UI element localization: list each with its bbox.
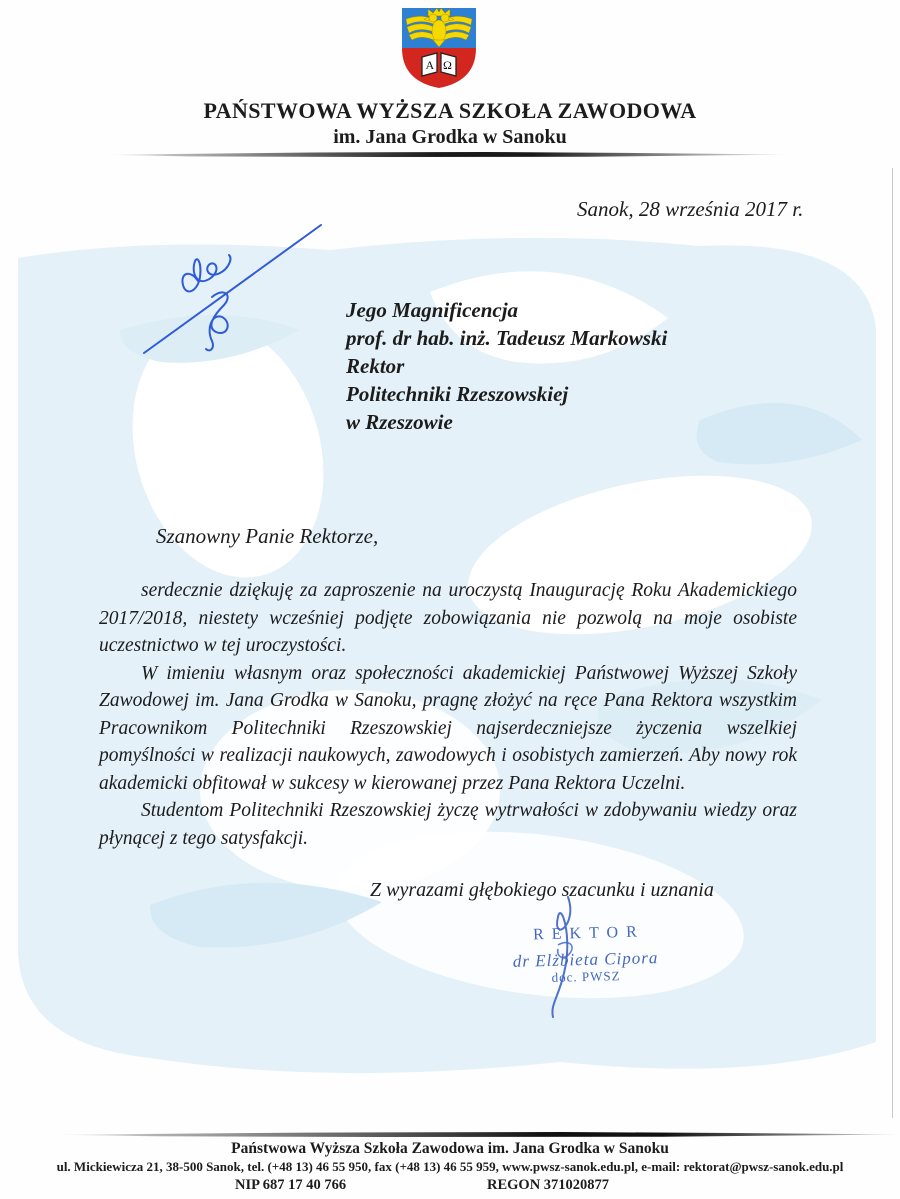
addressee-line: prof. dr hab. inż. Tadeusz Markowski: [346, 326, 668, 350]
addressee-line: Politechniki Rzeszowskiej: [346, 382, 569, 406]
addressee-block: [346, 296, 667, 436]
body-paragraph: Studentom Politechniki Rzeszowskiej życzę wytrwałości w zdobywaniu wiedzy oraz płynącej z tego satysfakcji.: [99, 800, 797, 849]
footer-address-line: ul. Mickiewicza 21, 38-500 Sanok, tel. (+48 13) 46 55 950, fax (+48 13) 46 55 959, www.pwsz-sanok.edu.pl, e-mail: rektorat@pwsz-sanok.edu.pl: [56, 1159, 844, 1174]
body-paragraph: serdecznie dziękuję za zaproszenie na uroczystą Inaugurację Roku Akademickiego 2017/2018, niestety wcześniej podjęte zobowiązania nie pozwolą na moje osobiste uczestnictwo w tej uroczystości.: [99, 580, 797, 656]
handwritten-signature: [528, 893, 618, 1023]
org-name-line2: im. Jana Grodka w Sanoku: [333, 126, 567, 149]
university-crest: [399, 6, 479, 90]
crest-alpha-letter: Α: [425, 58, 435, 72]
addressee-line: w Rzeszowie: [346, 410, 453, 434]
footer-org-line: Państwowa Wyższa Szkoła Zawodowa im. Jana Grodka w Sanoku: [231, 1140, 669, 1157]
footer-nip: NIP 687 17 40 766: [235, 1177, 347, 1193]
letterhead: [0, 99, 900, 148]
salutation: Szanowny Panie Rektorze,: [156, 524, 379, 548]
date-line: Sanok, 28 września 2017 r.: [577, 197, 804, 221]
crest-red-field: [402, 48, 476, 90]
addressee-line: Jego Magnificencja: [346, 298, 519, 322]
crest-omega-letter: Ω: [443, 58, 452, 72]
letter-body: [99, 577, 797, 852]
closing-line: Z wyrazami głębokiego szacunku i uznania: [370, 879, 714, 901]
org-name-line1: PAŃSTWOWA WYŻSZA SZKOŁA ZAWODOWA: [203, 98, 697, 123]
stamp-title: REKTOR: [532, 923, 645, 944]
body-paragraph: W imieniu własnym oraz społeczności akademickiej Państwowej Wyższej Szkoły Zawodowej im. Jana Grodka w Sanoku, pragnę złożyć na ręce Pana Rektora wszystkim Pracownikom Politechniki Rzeszowskiej najserdeczniejsze życzenia wszelkiej pomyślności w realizacji naukowych, zawodowych i osobistych zamierzeń. Aby nowy rok akademicki obfitował w sukcesy w kierowanej przez Pana Rektora Uczelni.: [99, 662, 797, 794]
stamp-name: dr Elżbieta Cipora: [512, 948, 659, 971]
stamp-affiliation: doc. PWSZ: [551, 968, 621, 985]
handwritten-initials: [136, 215, 336, 365]
footer-regon: REGON 371020877: [487, 1177, 610, 1193]
scan-edge-line: [892, 168, 893, 1118]
addressee-line: Rektor: [346, 354, 405, 378]
